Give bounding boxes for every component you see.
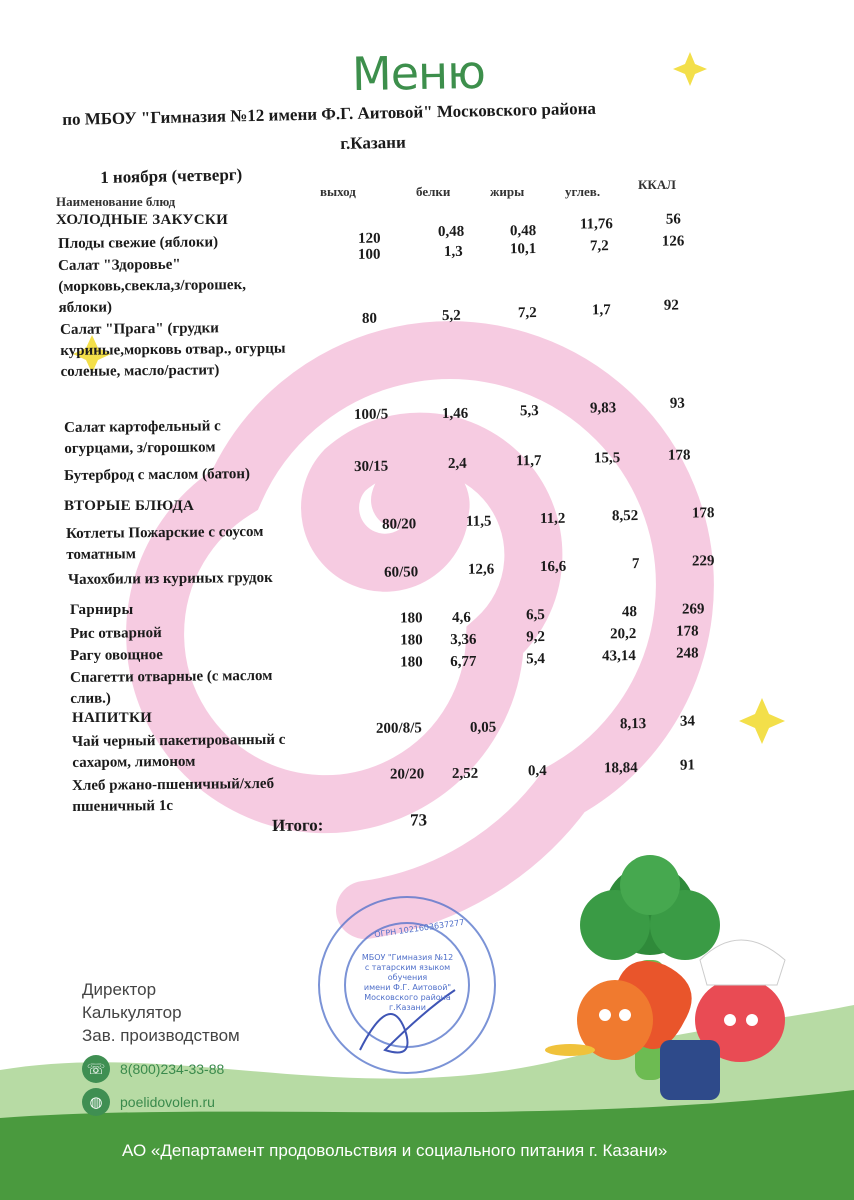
- site-contact[interactable]: [82, 1088, 215, 1116]
- section-cold: ХОЛОДНЫЕ ЗАКУСКИ: [56, 212, 229, 228]
- dish-name: Спагетти отварные (с маслом слив.): [70, 667, 273, 707]
- total-label: Итого:: [272, 815, 324, 835]
- stamp-ogrn: ОГРН 1021603637277: [373, 917, 465, 940]
- signature-calculator: Калькулятор: [82, 1003, 182, 1022]
- cell-kcal: 34: [679, 713, 696, 730]
- cell-carbs: 43,14: [602, 648, 636, 665]
- dish-name: Салат "Прага" (грудки куриные,морковь отвар., огурцы соленые, масло/растит): [60, 320, 286, 380]
- cell-protein: 4,6: [451, 609, 471, 626]
- col-name: Наименование блюд: [56, 194, 176, 209]
- cell-output: 180: [400, 654, 423, 671]
- dish-name: Салат картофельный с огурцами, з/горошком: [64, 418, 221, 457]
- school-header: по МБОУ "Гимназия №12 имени Ф.Г. Аитовой" Московского района: [62, 98, 597, 129]
- section-drinks: НАПИТКИ: [72, 710, 153, 726]
- cell-kcal: 56: [665, 211, 681, 228]
- total-value: 73: [409, 810, 428, 830]
- phone-number: 8(800)234-33-88: [120, 1061, 225, 1077]
- cell-fat: 16,6: [539, 558, 567, 576]
- cell-carbs: 20,2: [610, 626, 637, 643]
- cell-kcal: 178: [691, 505, 715, 522]
- cell-kcal: 248: [676, 645, 699, 662]
- site-link: poelidovolen.ru: [120, 1094, 215, 1110]
- cell-kcal: 229: [691, 553, 715, 570]
- cell-fat: 11,7: [515, 453, 542, 470]
- cell-protein: 5,2: [441, 307, 461, 324]
- cell-carbs: 18,84: [603, 760, 638, 777]
- col-kcal: ККАЛ: [638, 177, 676, 192]
- globe-icon: ◍: [82, 1088, 110, 1116]
- cell-kcal: 91: [679, 757, 696, 774]
- cell-carbs: 11,76: [579, 216, 613, 233]
- stamp-text: МБОУ "Гимназия №12 с татарским языком обучения имени Ф.Г. Аитовой" Московского района г.Казани: [361, 953, 454, 1012]
- cell-protein: 11,5: [465, 513, 492, 530]
- cell-carbs: 1,7: [591, 302, 611, 319]
- cell-protein: 1,46: [441, 405, 469, 423]
- col-fat: жиры: [490, 184, 525, 199]
- cell-output: 180: [400, 632, 423, 649]
- cell-kcal: 178: [676, 623, 699, 640]
- cell-fat: 10,1: [509, 240, 537, 258]
- dish-name: Чахохбили из куриных грудок: [68, 569, 273, 588]
- cell-kcal: 93: [669, 395, 685, 412]
- cell-fat: 6,5: [525, 607, 545, 624]
- dish-name: Салат "Здоровье" (морковь,свекла,з/горошек, яблоки): [58, 256, 247, 316]
- cell-kcal: 92: [663, 297, 679, 314]
- cell-protein: 0,05: [469, 719, 497, 736]
- cell-output: 80: [361, 310, 378, 327]
- footer-company: АО «Департамент продовольствия и социального питания г. Казани»: [122, 1141, 668, 1160]
- signature-director: Директор: [82, 980, 157, 999]
- dish-name: Чай черный пакетированный с сахаром, лимоном: [72, 731, 286, 771]
- dish-name: Рис отварной: [70, 625, 162, 642]
- cell-protein: 2,4: [447, 455, 467, 472]
- cell-fat: 0,48: [509, 222, 537, 240]
- col-carbs: углев.: [565, 184, 601, 199]
- cell-carbs: 8,52: [611, 508, 639, 525]
- cell-fat: 9,2: [526, 629, 545, 646]
- cell-protein: 3,36: [450, 631, 477, 649]
- dish-name: Бутерброд с маслом (батон): [64, 466, 251, 484]
- dish-name: Хлеб ржано-пшеничный/хлеб пшеничный 1с: [72, 775, 275, 815]
- cell-output: 20/20: [389, 766, 425, 783]
- cell-carbs: 48: [621, 604, 638, 621]
- total-row: [272, 810, 428, 836]
- cell-protein: 0,48: [437, 223, 465, 241]
- cell-fat: 0,4: [527, 763, 547, 780]
- cell-carbs: 8,13: [619, 715, 647, 733]
- cell-carbs: 9,83: [589, 400, 617, 417]
- col-output: выход: [320, 184, 356, 199]
- cell-kcal: 269: [681, 601, 705, 618]
- cell-output: 100/5: [353, 406, 389, 423]
- cell-output: 120: [357, 230, 381, 247]
- cell-kcal: 178: [667, 447, 691, 464]
- section-main: ВТОРЫЕ БЛЮДА: [64, 498, 195, 514]
- dish-name: Рагу овощное: [70, 647, 163, 664]
- cell-output: 100: [357, 246, 381, 263]
- cell-protein: 1,3: [443, 243, 463, 260]
- cell-carbs: 7: [631, 556, 640, 573]
- cell-protein: 12,6: [467, 561, 495, 578]
- cell-fat: 11,2: [539, 510, 566, 528]
- menu-date: 1 ноября (четверг): [100, 165, 243, 187]
- cell-output: 30/15: [353, 458, 389, 475]
- cell-fat: 5,4: [526, 651, 545, 668]
- cell-protein: 2,52: [451, 765, 479, 783]
- section-sides: Гарниры: [70, 602, 134, 618]
- dish-name: Плоды свежие (яблоки): [58, 234, 219, 252]
- cell-fat: 7,2: [517, 305, 537, 322]
- cell-output: 80/20: [381, 516, 417, 533]
- signature-production: Зав. производством: [82, 1026, 240, 1045]
- cell-carbs: 7,2: [589, 238, 609, 255]
- col-protein: белки: [416, 184, 451, 199]
- cell-kcal: 126: [661, 233, 685, 250]
- cell-carbs: 15,5: [593, 450, 621, 467]
- cell-protein: 6,77: [450, 653, 477, 671]
- city-header: г.Казани: [340, 132, 406, 153]
- cell-output: 60/50: [383, 564, 419, 581]
- dish-name: Котлеты Пожарские с соусом томатным: [66, 523, 264, 563]
- cell-output: 200/8/5: [375, 720, 422, 737]
- phone-icon: ☏: [82, 1055, 110, 1083]
- phone-contact[interactable]: [82, 1055, 224, 1083]
- cell-output: 180: [399, 610, 423, 627]
- menu-title: Меню: [351, 44, 486, 102]
- cell-fat: 5,3: [519, 403, 539, 420]
